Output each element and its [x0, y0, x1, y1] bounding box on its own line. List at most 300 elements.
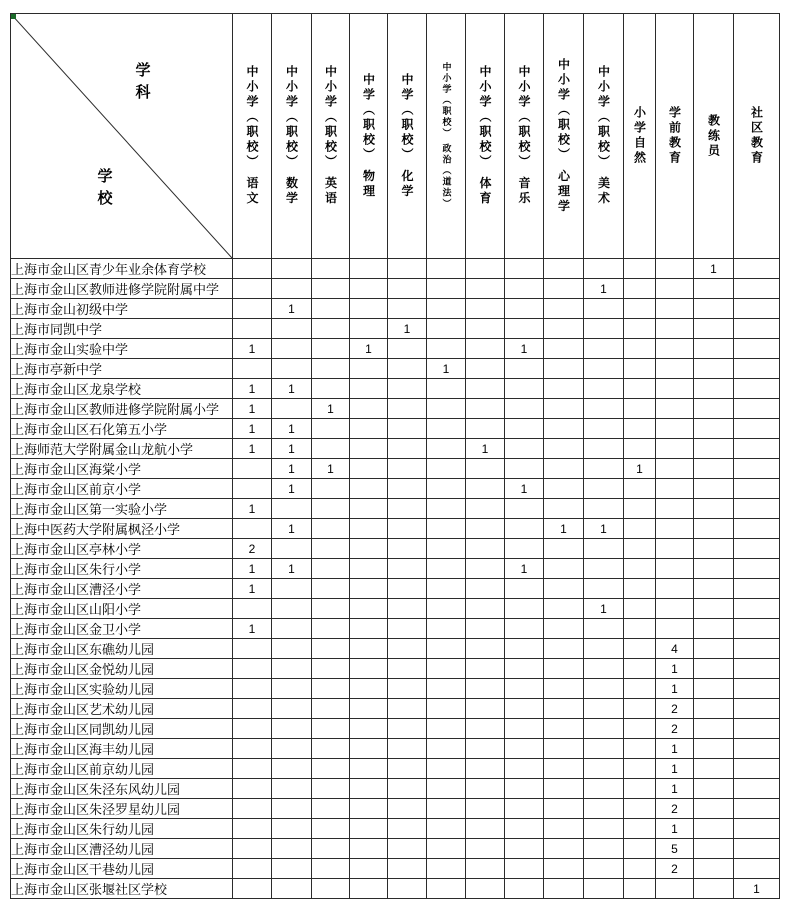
value-cell: 1: [272, 519, 312, 539]
recruitment-table: [10, 13, 780, 899]
value-cell: [427, 379, 466, 399]
column-header-12: [656, 14, 694, 259]
value-cell: [734, 259, 780, 279]
value-cell: [388, 779, 427, 799]
value-cell: [624, 559, 656, 579]
value-cell: [466, 399, 505, 419]
table-row: [11, 339, 780, 359]
school-name: 上海市金山初级中学: [11, 299, 233, 319]
value-cell: [734, 779, 780, 799]
value-cell: [656, 519, 694, 539]
school-name: 上海市金山区青少年业余体育学校: [11, 259, 233, 279]
value-cell: [734, 479, 780, 499]
school-name: 上海市金山区朱行小学: [11, 559, 233, 579]
value-cell: [466, 299, 505, 319]
value-cell: [656, 299, 694, 319]
value-cell: 1: [466, 439, 505, 459]
value-cell: [505, 599, 544, 619]
value-cell: 1: [584, 599, 624, 619]
value-cell: [656, 319, 694, 339]
value-cell: [624, 339, 656, 359]
value-cell: [272, 679, 312, 699]
value-cell: [505, 779, 544, 799]
value-cell: [350, 779, 388, 799]
value-cell: [272, 859, 312, 879]
value-cell: [312, 699, 350, 719]
value-cell: [427, 279, 466, 299]
value-cell: [734, 799, 780, 819]
value-cell: [350, 619, 388, 639]
value-cell: [312, 499, 350, 519]
value-cell: [427, 319, 466, 339]
value-cell: [272, 319, 312, 339]
value-cell: [388, 379, 427, 399]
value-cell: [544, 719, 584, 739]
value-cell: 1: [233, 559, 272, 579]
value-cell: [544, 539, 584, 559]
school-name: 上海市金山区石化第五小学: [11, 419, 233, 439]
value-cell: [233, 879, 272, 899]
value-cell: [584, 779, 624, 799]
table-row: [11, 379, 780, 399]
value-cell: [350, 859, 388, 879]
value-cell: [624, 599, 656, 619]
value-cell: [544, 879, 584, 899]
value-cell: [544, 419, 584, 439]
value-cell: [427, 479, 466, 499]
value-cell: [505, 299, 544, 319]
value-cell: [624, 519, 656, 539]
value-cell: [427, 299, 466, 319]
value-cell: [694, 699, 734, 719]
value-cell: [272, 719, 312, 739]
value-cell: [427, 859, 466, 879]
table-row: [11, 699, 780, 719]
value-cell: [544, 699, 584, 719]
value-cell: [544, 739, 584, 759]
value-cell: [505, 399, 544, 419]
value-cell: [694, 419, 734, 439]
value-cell: [388, 419, 427, 439]
value-cell: [734, 319, 780, 339]
value-cell: [427, 399, 466, 419]
value-cell: [350, 479, 388, 499]
value-cell: 1: [584, 519, 624, 539]
value-cell: [694, 879, 734, 899]
value-cell: [584, 479, 624, 499]
value-cell: [694, 799, 734, 819]
value-cell: [505, 379, 544, 399]
value-cell: [544, 779, 584, 799]
school-name: 上海市金山区前京幼儿园: [11, 759, 233, 779]
corner-header-cell: [11, 14, 233, 259]
value-cell: [624, 539, 656, 559]
value-cell: [544, 679, 584, 699]
value-cell: [388, 719, 427, 739]
value-cell: [233, 479, 272, 499]
school-name: 上海市金山区朱泾罗星幼儿园: [11, 799, 233, 819]
value-cell: [388, 679, 427, 699]
value-cell: [350, 799, 388, 819]
column-header-label: 中学（职校） 物理: [361, 72, 376, 200]
value-cell: [584, 419, 624, 439]
value-cell: [656, 379, 694, 399]
value-cell: [734, 759, 780, 779]
value-cell: [466, 859, 505, 879]
value-cell: [427, 339, 466, 359]
school-name: 上海市金山区第一实验小学: [11, 499, 233, 519]
value-cell: [233, 739, 272, 759]
value-cell: [233, 279, 272, 299]
value-cell: [544, 599, 584, 619]
school-name: 上海市金山区山阳小学: [11, 599, 233, 619]
value-cell: [694, 779, 734, 799]
value-cell: [694, 659, 734, 679]
value-cell: [350, 319, 388, 339]
value-cell: [584, 699, 624, 719]
column-header-11: [624, 14, 656, 259]
value-cell: [350, 699, 388, 719]
value-cell: [350, 659, 388, 679]
value-cell: [427, 799, 466, 819]
value-cell: [584, 539, 624, 559]
value-cell: [272, 759, 312, 779]
value-cell: [233, 779, 272, 799]
value-cell: [466, 479, 505, 499]
value-cell: 1: [233, 619, 272, 639]
table-row: [11, 459, 780, 479]
value-cell: [466, 259, 505, 279]
value-cell: [312, 759, 350, 779]
value-cell: [505, 819, 544, 839]
value-cell: [584, 719, 624, 739]
column-header-label: 中小学（职校） 体育: [478, 65, 492, 207]
value-cell: [624, 379, 656, 399]
table-row: [11, 679, 780, 699]
value-cell: [656, 459, 694, 479]
value-cell: [584, 399, 624, 419]
column-header-label: 中小学（职校） 数学: [284, 65, 299, 207]
value-cell: [624, 619, 656, 639]
value-cell: [350, 559, 388, 579]
value-cell: 1: [656, 819, 694, 839]
column-header-label: 中小学（职校） 语文: [245, 65, 259, 207]
value-cell: [312, 599, 350, 619]
value-cell: [350, 819, 388, 839]
value-cell: [388, 639, 427, 659]
value-cell: [272, 839, 312, 859]
value-cell: [544, 819, 584, 839]
value-cell: 1: [350, 339, 388, 359]
value-cell: [584, 299, 624, 319]
value-cell: [734, 819, 780, 839]
column-header-label: 学前教育: [667, 106, 682, 166]
value-cell: [427, 839, 466, 859]
value-cell: [584, 439, 624, 459]
value-cell: [350, 879, 388, 899]
value-cell: [656, 479, 694, 499]
value-cell: [694, 519, 734, 539]
column-header-14: [734, 14, 780, 259]
column-header-label: 教练员: [706, 113, 721, 159]
value-cell: 2: [656, 799, 694, 819]
value-cell: [624, 399, 656, 419]
value-cell: [388, 519, 427, 539]
value-cell: [388, 559, 427, 579]
school-name: 上海市金山区艺术幼儿园: [11, 699, 233, 719]
value-cell: [694, 819, 734, 839]
value-cell: [466, 459, 505, 479]
value-cell: [388, 659, 427, 679]
value-cell: [350, 599, 388, 619]
value-cell: [584, 559, 624, 579]
value-cell: [694, 399, 734, 419]
value-cell: 1: [656, 759, 694, 779]
value-cell: [466, 499, 505, 519]
value-cell: [312, 839, 350, 859]
value-cell: [427, 819, 466, 839]
value-cell: [734, 839, 780, 859]
value-cell: [388, 619, 427, 639]
value-cell: [694, 359, 734, 379]
value-cell: [505, 539, 544, 559]
value-cell: [427, 639, 466, 659]
value-cell: [734, 399, 780, 419]
value-cell: [388, 479, 427, 499]
value-cell: [388, 879, 427, 899]
value-cell: [272, 359, 312, 379]
value-cell: [544, 379, 584, 399]
value-cell: 1: [694, 259, 734, 279]
value-cell: [388, 359, 427, 379]
value-cell: [427, 879, 466, 899]
value-cell: [694, 279, 734, 299]
table-row: [11, 879, 780, 899]
value-cell: [544, 659, 584, 679]
value-cell: [272, 619, 312, 639]
table-row: [11, 759, 780, 779]
value-cell: [388, 459, 427, 479]
value-cell: [694, 379, 734, 399]
value-cell: 1: [272, 419, 312, 439]
value-cell: [734, 459, 780, 479]
corner-label-school: 学校: [97, 168, 113, 207]
value-cell: [312, 519, 350, 539]
value-cell: [694, 319, 734, 339]
value-cell: [388, 259, 427, 279]
value-cell: [584, 359, 624, 379]
value-cell: [350, 519, 388, 539]
value-cell: 1: [272, 299, 312, 319]
column-header-4: [350, 14, 388, 259]
column-header-8: [505, 14, 544, 259]
value-cell: [694, 639, 734, 659]
value-cell: [584, 819, 624, 839]
value-cell: [584, 879, 624, 899]
value-cell: [734, 279, 780, 299]
value-cell: [656, 339, 694, 359]
value-cell: 1: [233, 419, 272, 439]
value-cell: [466, 279, 505, 299]
column-header-label: 中小学（职校） 英语: [323, 65, 338, 207]
value-cell: [350, 419, 388, 439]
value-cell: [233, 699, 272, 719]
column-header-label: 中小学（职校） 音乐: [517, 65, 531, 207]
value-cell: [312, 479, 350, 499]
table-row: [11, 779, 780, 799]
value-cell: [466, 739, 505, 759]
value-cell: [350, 259, 388, 279]
column-header-6: [427, 14, 466, 259]
value-cell: [466, 519, 505, 539]
school-name: 上海市金山区亭林小学: [11, 539, 233, 559]
value-cell: [734, 519, 780, 539]
table-row: [11, 619, 780, 639]
value-cell: [734, 719, 780, 739]
value-cell: [233, 799, 272, 819]
value-cell: [466, 779, 505, 799]
school-name: 上海市金山区漕泾幼儿园: [11, 839, 233, 859]
column-header-5: [388, 14, 427, 259]
value-cell: [272, 499, 312, 519]
column-header-label: 中小学（职校） 心理学: [556, 57, 571, 215]
value-cell: [350, 719, 388, 739]
value-cell: [505, 519, 544, 539]
value-cell: [466, 719, 505, 739]
value-cell: [505, 759, 544, 779]
value-cell: 1: [505, 559, 544, 579]
value-cell: [544, 799, 584, 819]
value-cell: [544, 839, 584, 859]
value-cell: [388, 439, 427, 459]
value-cell: [272, 699, 312, 719]
value-cell: [656, 599, 694, 619]
value-cell: [233, 679, 272, 699]
value-cell: [734, 639, 780, 659]
value-cell: [624, 879, 656, 899]
value-cell: [388, 279, 427, 299]
table-row: [11, 359, 780, 379]
value-cell: 1: [272, 379, 312, 399]
table-row: [11, 499, 780, 519]
value-cell: [466, 819, 505, 839]
value-cell: [388, 579, 427, 599]
value-cell: [312, 379, 350, 399]
value-cell: [466, 839, 505, 859]
value-cell: [272, 659, 312, 679]
value-cell: [272, 539, 312, 559]
value-cell: [427, 759, 466, 779]
value-cell: [694, 499, 734, 519]
value-cell: [505, 839, 544, 859]
table-row: [11, 579, 780, 599]
value-cell: [350, 439, 388, 459]
value-cell: [272, 799, 312, 819]
value-cell: [624, 579, 656, 599]
value-cell: [350, 299, 388, 319]
value-cell: 1: [272, 479, 312, 499]
value-cell: [694, 579, 734, 599]
school-name: 上海市金山区金卫小学: [11, 619, 233, 639]
value-cell: [544, 639, 584, 659]
value-cell: [505, 859, 544, 879]
value-cell: [427, 259, 466, 279]
value-cell: [544, 399, 584, 419]
value-cell: [624, 699, 656, 719]
value-cell: [505, 619, 544, 639]
value-cell: [312, 659, 350, 679]
value-cell: [624, 719, 656, 739]
value-cell: [272, 639, 312, 659]
value-cell: [694, 839, 734, 859]
value-cell: [233, 819, 272, 839]
value-cell: [233, 719, 272, 739]
value-cell: [656, 439, 694, 459]
value-cell: [466, 619, 505, 639]
value-cell: [544, 279, 584, 299]
value-cell: [734, 619, 780, 639]
value-cell: [466, 799, 505, 819]
value-cell: [694, 559, 734, 579]
value-cell: [624, 839, 656, 859]
value-cell: [272, 399, 312, 419]
value-cell: [312, 539, 350, 559]
value-cell: [656, 499, 694, 519]
value-cell: [656, 359, 694, 379]
value-cell: [734, 699, 780, 719]
value-cell: [624, 359, 656, 379]
value-cell: [312, 319, 350, 339]
value-cell: [350, 499, 388, 519]
value-cell: [734, 539, 780, 559]
value-cell: [584, 579, 624, 599]
value-cell: [624, 639, 656, 659]
column-header-10: [584, 14, 624, 259]
value-cell: [350, 759, 388, 779]
value-cell: [427, 659, 466, 679]
table-row: [11, 299, 780, 319]
value-cell: [233, 639, 272, 659]
value-cell: [505, 579, 544, 599]
value-cell: [350, 379, 388, 399]
value-cell: [584, 799, 624, 819]
table-row: [11, 419, 780, 439]
table-row: [11, 739, 780, 759]
value-cell: 1: [233, 339, 272, 359]
value-cell: [272, 739, 312, 759]
value-cell: [694, 439, 734, 459]
school-name: 上海市金山区同凯幼儿园: [11, 719, 233, 739]
value-cell: 1: [388, 319, 427, 339]
value-cell: [427, 739, 466, 759]
value-cell: [350, 539, 388, 559]
value-cell: [466, 599, 505, 619]
column-header-label: 中小学（职校） 美术: [596, 65, 611, 207]
value-cell: [312, 579, 350, 599]
value-cell: [388, 299, 427, 319]
value-cell: [694, 679, 734, 699]
value-cell: [624, 259, 656, 279]
value-cell: 2: [656, 699, 694, 719]
value-cell: [694, 299, 734, 319]
school-name: 上海市金山区张堰社区学校: [11, 879, 233, 899]
value-cell: [388, 759, 427, 779]
table-row: [11, 639, 780, 659]
value-cell: [505, 439, 544, 459]
value-cell: [694, 459, 734, 479]
value-cell: [427, 439, 466, 459]
corner-label-subject: 学科: [135, 62, 151, 101]
